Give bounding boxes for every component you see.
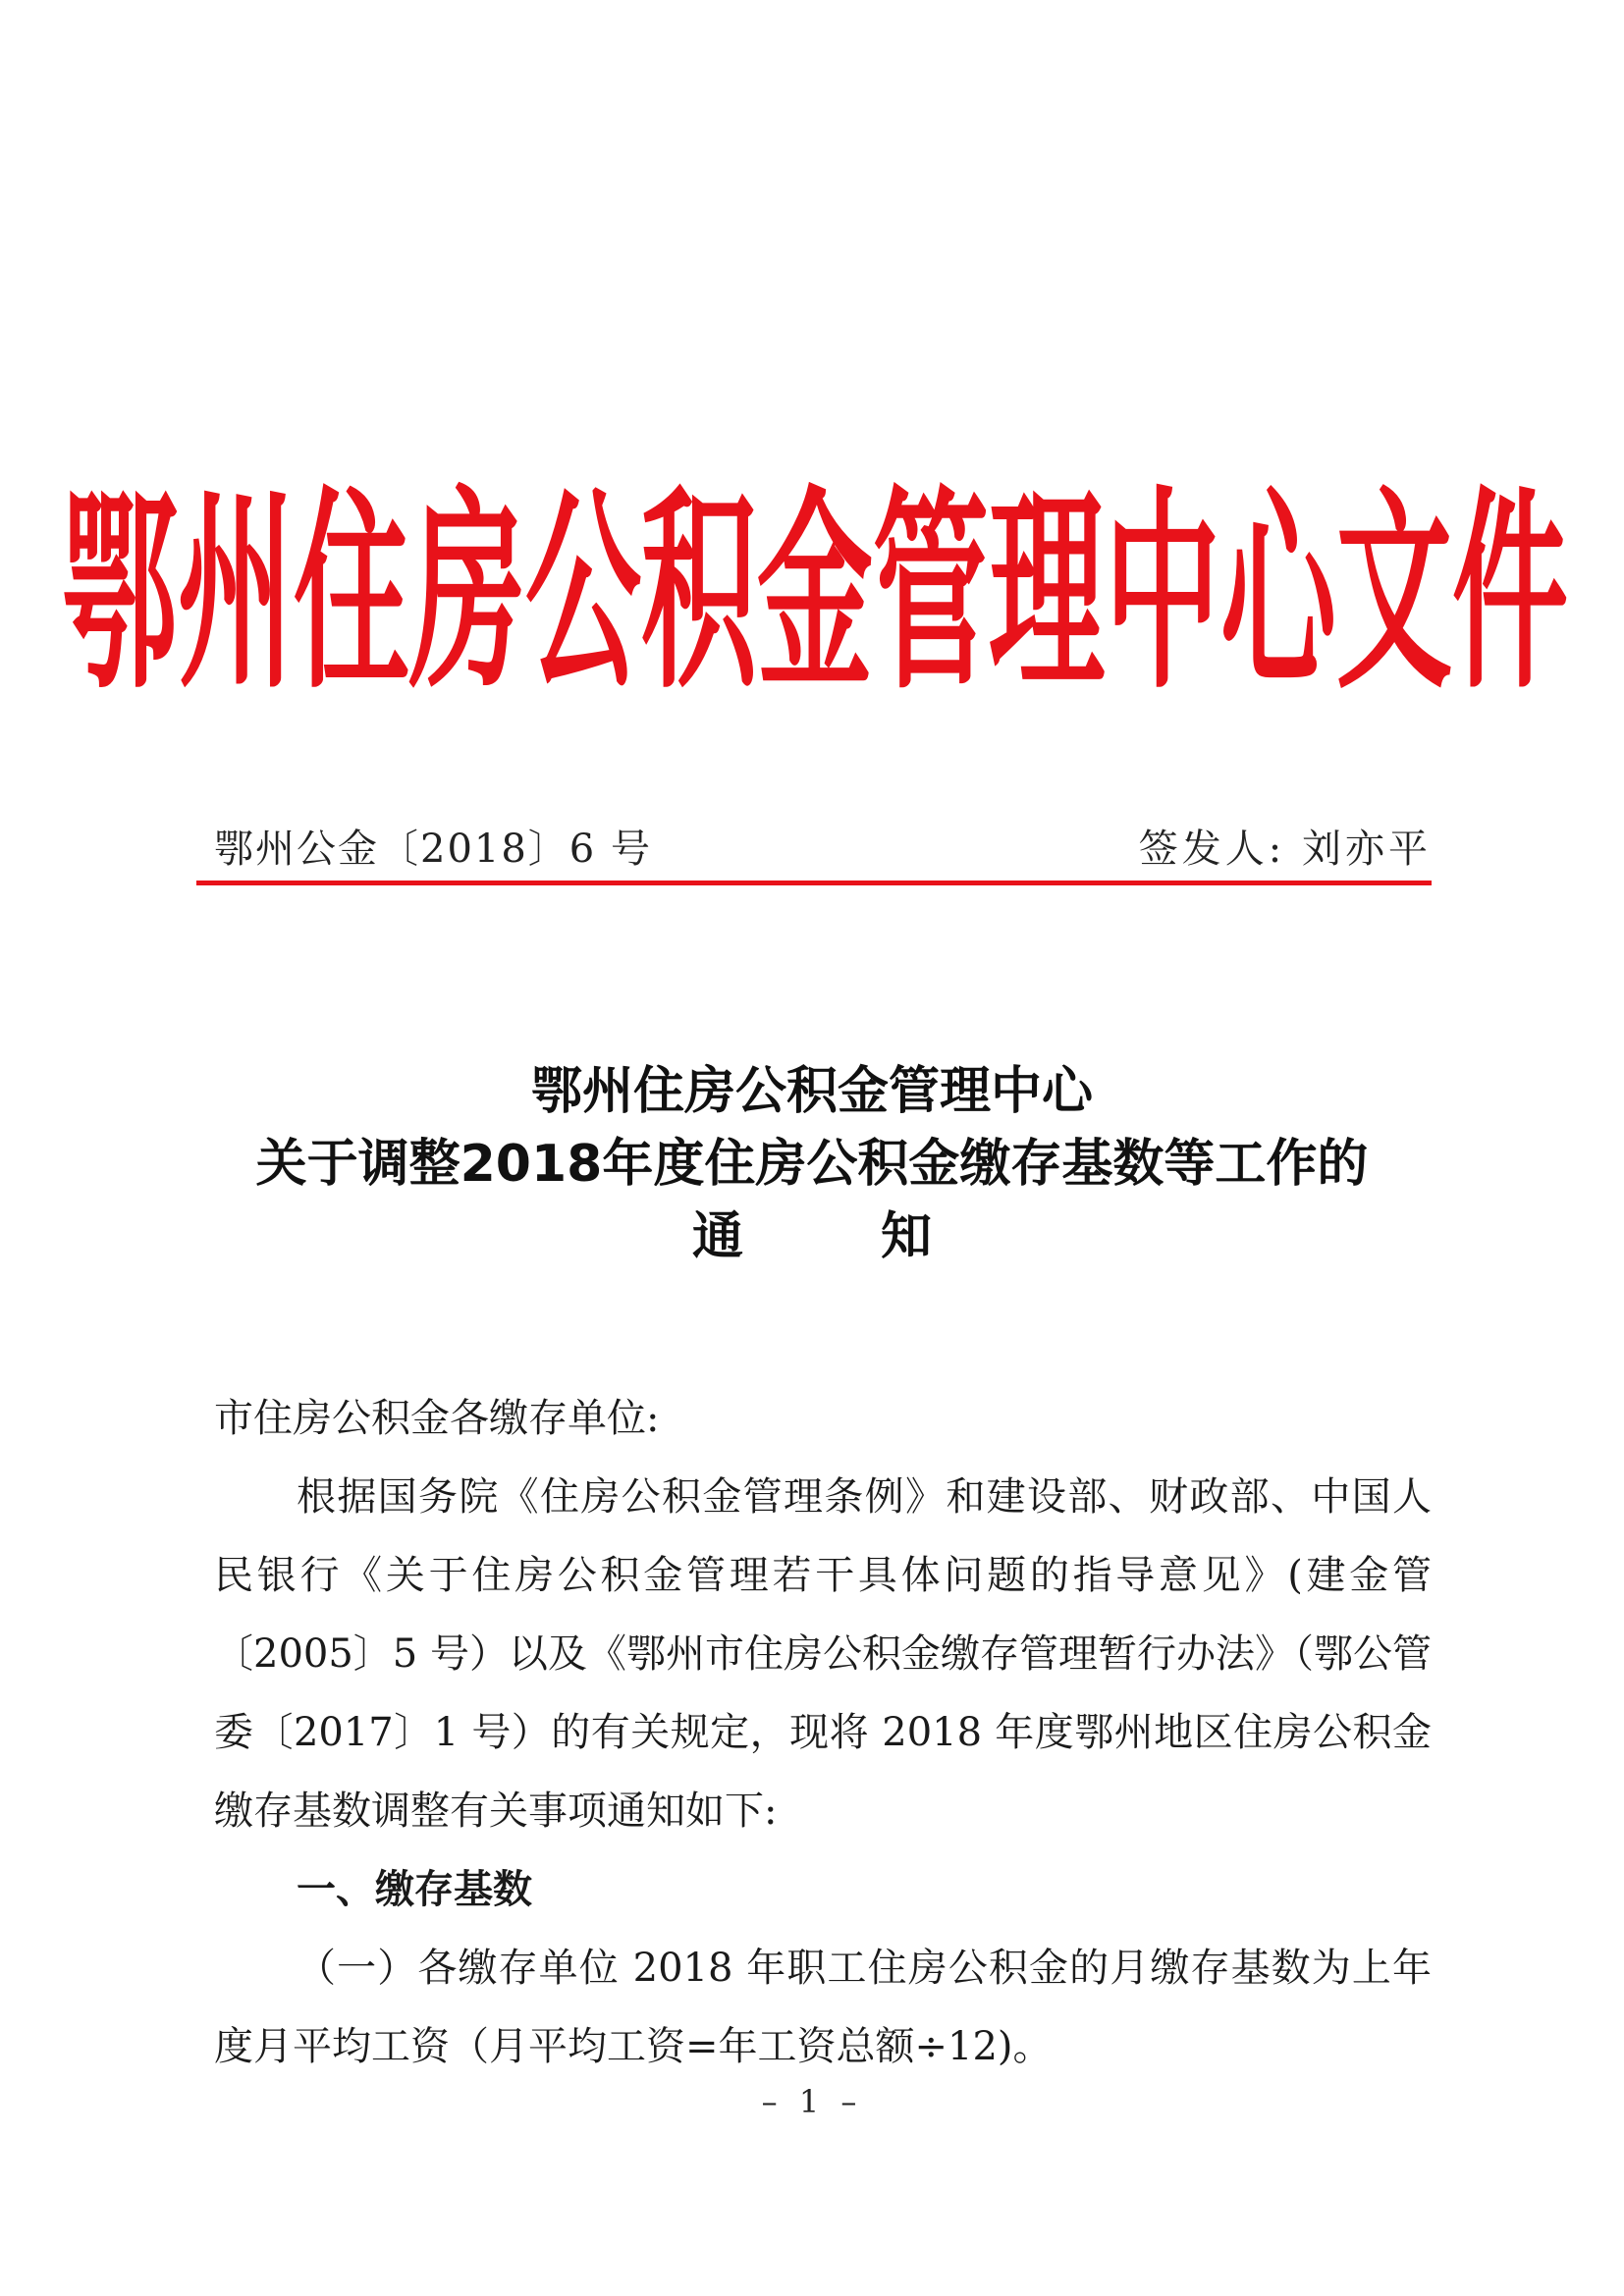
paragraph-1: 根据国务院《住房公积金管理条例》和建设部、财政部、中国人民银行《关于住房公积金管理若干具体问题的指导意见》(建金管〔2005〕5 号）以及《鄂州市住房公积金缴存管理暂行办法》（鄂公管委〔2017〕1 号）的有关规定，现将 2018 年度鄂州地区住房公积金缴存基数调整有关事项通知如下: (214, 1474, 1432, 1834)
signer: 签发人: 刘亦平 (1138, 827, 1432, 872)
section-heading-1: 一、缴存基数 (297, 1867, 532, 1912)
red-divider (196, 881, 1432, 885)
document-number: 鄂州公金〔2018〕6 号 (214, 827, 652, 872)
title-line-1: 鄂州住房公积金管理中心 (530, 1062, 1093, 1121)
notice-body (214, 1379, 1432, 2086)
title-line-2: 关于调整2018年度住房公积金缴存基数等工作的 (255, 1135, 1369, 1194)
paragraph-2: （一）各缴存单位 2018 年职工住房公积金的月缴存基数为上年度月平均工资（月平均工资=年工资总额÷12)。 (214, 1946, 1432, 2069)
salutation: 市住房公积金各缴存单位: (214, 1396, 660, 1441)
title-line-3: 通知 (691, 1207, 1069, 1266)
masthead-title: 鄂州住房公积金管理中心文件 (62, 466, 1569, 719)
notice-title (147, 1055, 1477, 1273)
page-number: – 1 – (761, 2083, 863, 2120)
document-number-row (214, 818, 1432, 877)
